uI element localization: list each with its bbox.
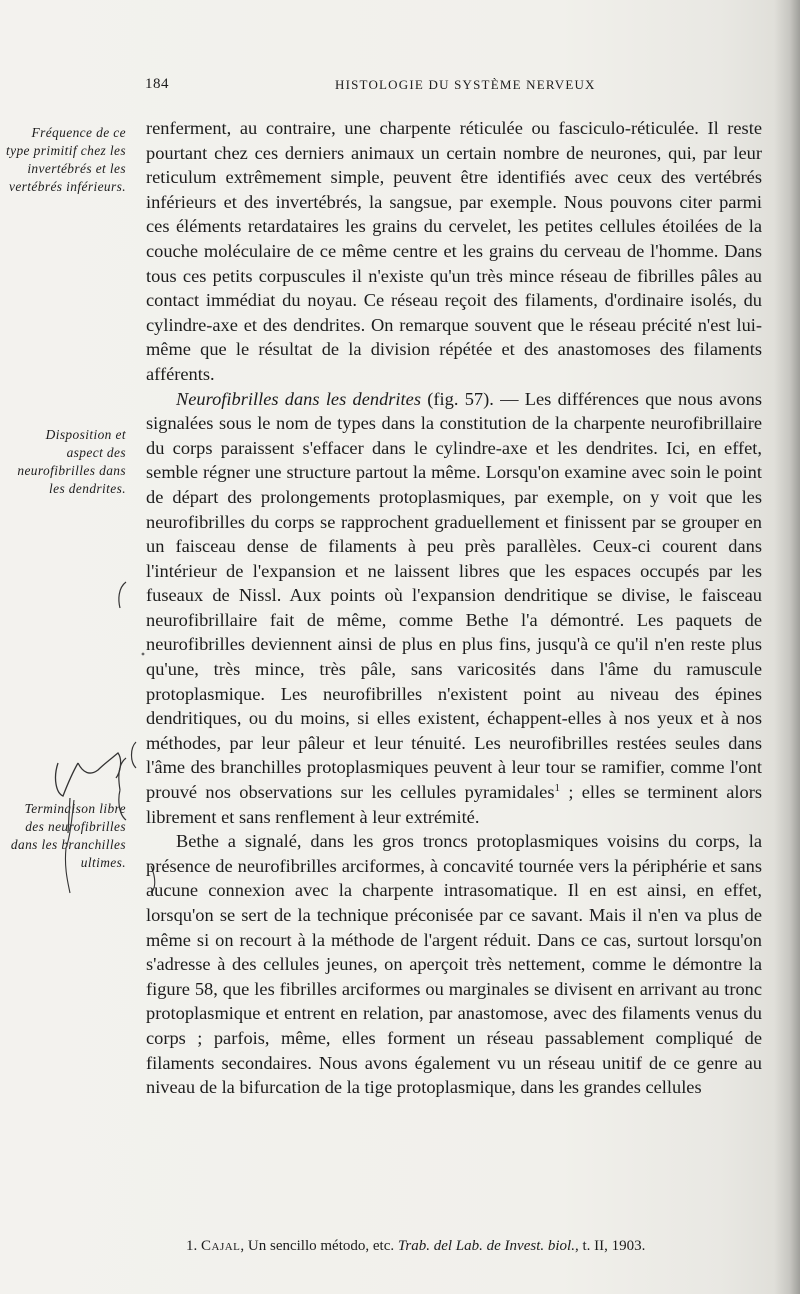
- page-header: [145, 76, 760, 98]
- page-edge-shadow: [774, 0, 800, 1294]
- paragraph-2-text: (fig. 57). — Les différences que nous avons signalées sous le nom de types dans la constitution de la charpente neurofibrillaire du corps paraissent s'effacer dans le cylindre-axe et les dendrites. Ici, en effet, semble régner une structure partout la même. Lorsqu'on examine avec soin le point de départ des prolongements protoplasmiques, par exemple, on y voit que les neurofibrilles du corps se rapprochent graduellement et finissent par se grouper en un faisceau dense de filaments à peu près parallèles. Ceux-ci courent dans l'intérieur de l'expansion et ne laissent libres que les espaces occupés par les fuseaux de Nissl. Aux points où l'expansion dendritique se divise, le faisceau neurofibrillaire fait de même, comme Bethe l'a démontré. Les paquets de neurofibrilles deviennent ainsi de plus en plus fins, jusqu'à ce qu'il n'en reste plus qu'une, très mince, très pâle, sans varicosités dans l'âme du ramuscule protoplasmique. Les neurofibrilles n'existent point au niveau des épines dendritiques, ou du moins, si elles existent, échappent-elles à nos yeux et à nos méthodes, par leur pâleur et leur ténuité. Les neurofibrilles restées seules dans l'âme des branchilles protoplasmiques peuvent à leur tour se ramifier, comme l'ont prouvé nos observations sur les cellules pyramidales: [146, 388, 762, 803]
- footnote: [186, 1236, 766, 1256]
- paragraph-1: renferment, au contraire, une charpente réticulée ou fasciculo-réticulée. Il reste pourtant chez ces derniers animaux un certain nombre de neurones, qui, par leur reticulum extrêmement simple, peuvent être identifiés avec ceux des vertébrés inférieurs et des invertébrés, la sangsue, par exemple. Nous pouvons citer parmi ces éléments retardataires les grains du cervelet, les petites cellules étoilées de la couche moléculaire de ce même centre et les grains du cerveau de l'homme. Dans tous ces petits corpuscules il n'existe qu'un très mince réseau de fibrilles pâles au contact immédiat du noyau. Ce réseau reçoit des filaments, d'ordinaire isolés, du cylindre-axe et des dendrites. On remarque souvent que le réseau précité n'est lui-même que le résultat de la division répétée et des anastomoses des filaments afférents.: [146, 118, 762, 384]
- footnote-text-2: , t. II, 1903.: [574, 1238, 646, 1254]
- running-head: HISTOLOGIE DU SYSTÈME NERVEUX: [335, 77, 596, 92]
- footnote-number: 1.: [186, 1238, 198, 1254]
- section-title-neurofibrilles: Neurofibrilles dans les dendrites: [176, 388, 421, 409]
- paragraph-2-end: ; elles se terminent alors librement et sans renflement à leur extrémité.: [146, 782, 762, 827]
- margin-note-terminaison: Terminaison libre des neurofibrilles dans les branchilles ultimes.: [10, 801, 126, 870]
- margin-note-frequence: Fréquence de ce type primitif chez les invertébrés et les vertébrés inférieurs.: [6, 125, 126, 194]
- footnote-author: Cajal: [201, 1238, 241, 1254]
- paragraph-2: [146, 387, 762, 830]
- pencil-annotations: [8, 548, 158, 898]
- paragraph-3: Bethe a signalé, dans les gros troncs protoplasmiques voisins du corps, la présence de neurofibrilles arciformes, à concavité tournée vers la périphérie et sans aucune connexion avec la charpente intrasomatique. Il en est ainsi, en effet, lorsqu'on se sert de la technique préconisée par ce savant. Mais il n'en va plus de même si on recourt à la méthode de l'argent réduit. Dans ce cas, surtout lorsqu'on s'adresse à des cellules jeunes, on aperçoit très nettement, comme le démontre la figure 58, que les fibrilles arciformes ou marginales se divisent en arrivant au tronc protoplasmique et entrent en relation, par anastomose, avec des filaments venus du corps ; parfois, même, elles forment un réseau passablement compliqué de filaments secondaires. Nous avons également vu un réseau unitif de ce genre au niveau de la bifurcation de la tige protoplasmique, dans les grandes cellules: [146, 831, 762, 1098]
- page-number: 184: [145, 76, 169, 92]
- footnote-ref: 1: [554, 781, 560, 794]
- footnote-text-1: , Un sencillo método, etc.: [240, 1238, 398, 1254]
- body-text: [146, 116, 762, 1100]
- margin-note-disposition: Disposition et aspect des neurofibrilles dans les dendrites.: [17, 427, 126, 496]
- footnote-journal: Trab. del Lab. de Invest. biol.: [397, 1238, 575, 1254]
